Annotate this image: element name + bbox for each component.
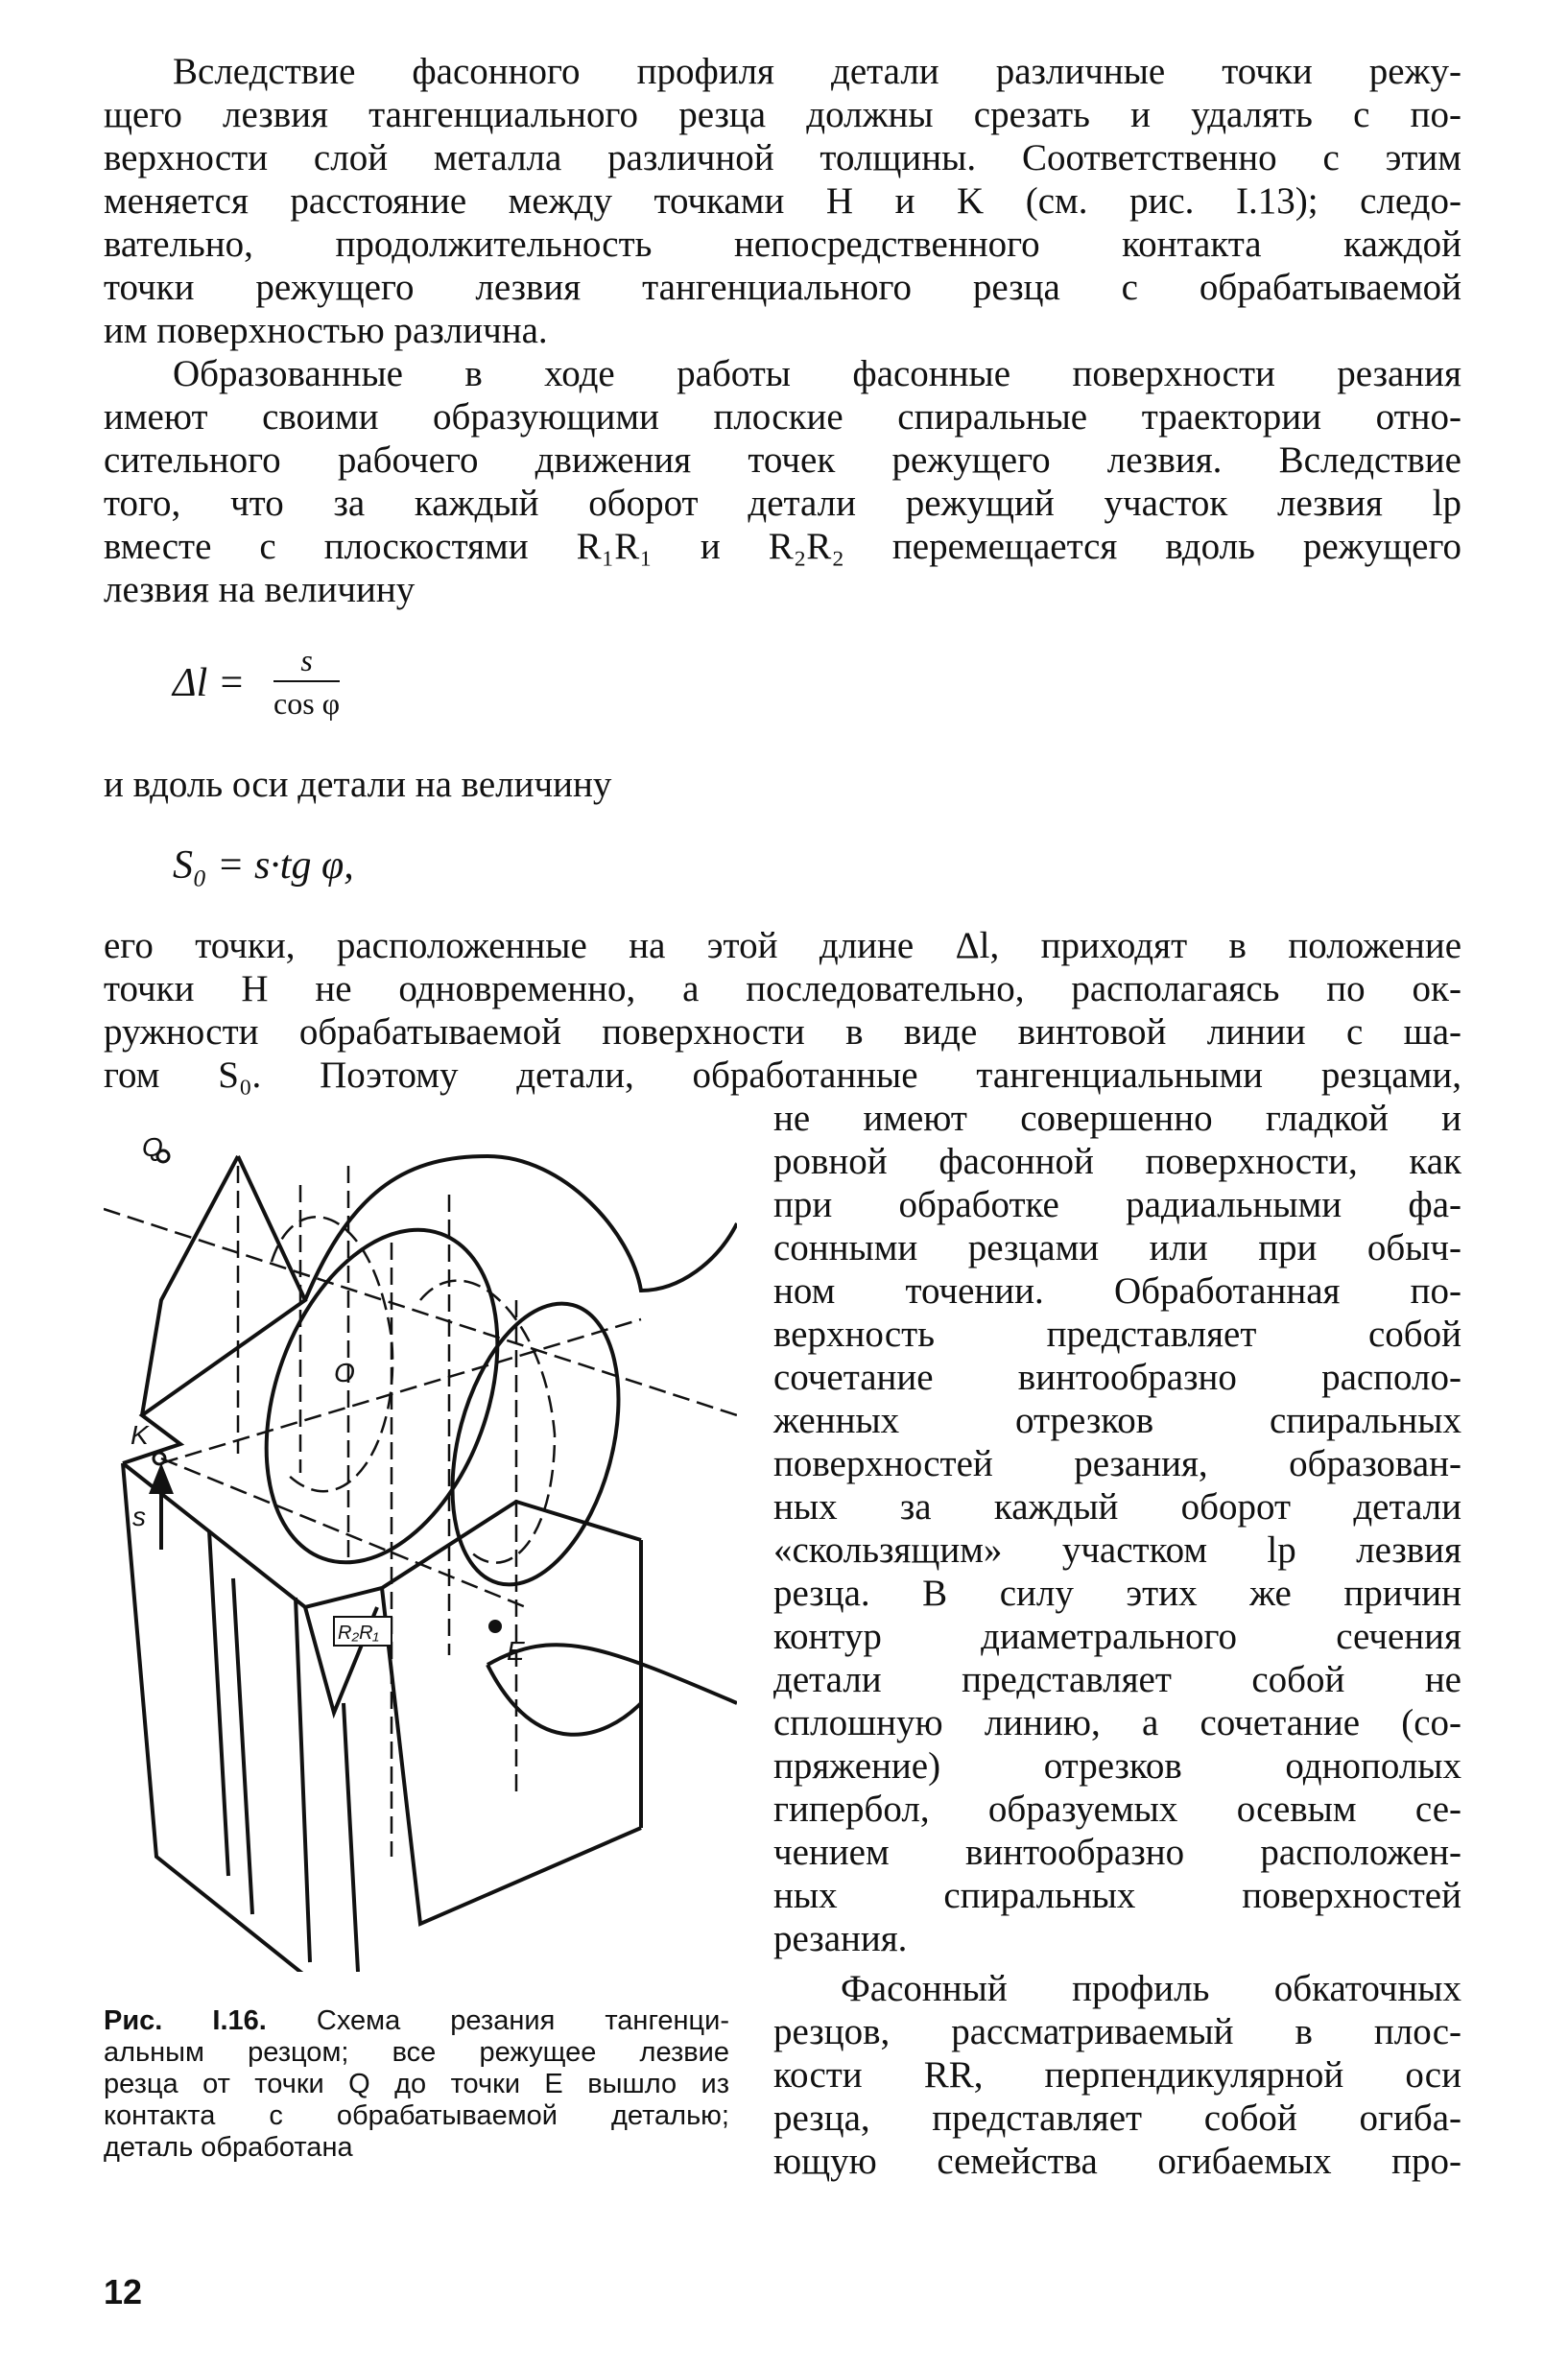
- dashed-ellipse-left: [272, 1217, 392, 1491]
- point-e: [488, 1620, 502, 1633]
- formula-delta-l-fraction: [273, 643, 340, 722]
- dashed-vertical-2: [449, 1195, 516, 1799]
- page-number: 12: [104, 2272, 143, 2311]
- text-line: гом S₀. Поэтому детали, обработанные тангенциальными резцами,: [104, 1055, 1461, 1096]
- caption-text: контакта с обрабатываемой деталью;: [104, 2100, 729, 2131]
- text-line: женных отрезков спиральных: [773, 1400, 1461, 1441]
- text-line: ных спиральных поверхностей: [773, 1875, 1461, 1916]
- paragraph-1: [104, 50, 1461, 352]
- label-k: K: [131, 1420, 149, 1450]
- figure-tangential-cutter-diagram: [104, 1127, 737, 1972]
- figure-caption: [104, 2005, 729, 2164]
- text-line: Фасонный профиль обкаточных: [841, 1968, 1461, 2009]
- right-column-paragraph-2: [773, 1967, 1461, 2183]
- text-line: резцов, рассматриваемый в плос-: [773, 2011, 1461, 2052]
- text-line: вместе с плоскостями R₁R₁ и R₂R₂ перемещается вдоль режущего: [104, 526, 1461, 567]
- text-line: верхность представляет собой: [773, 1314, 1461, 1355]
- fraction-denominator: cos φ: [273, 686, 341, 721]
- text-line: при обработке радиальными фа-: [773, 1184, 1461, 1225]
- text-line: резания.: [773, 1918, 908, 1959]
- caption-text: деталь обработана: [104, 2132, 353, 2163]
- dashed-axis-2: [161, 1319, 641, 1463]
- label-r2r1: R₂R₁: [338, 1623, 379, 1644]
- caption-text: резца от точки Q до точки E вышло из: [104, 2069, 729, 2099]
- label-o: O: [334, 1358, 355, 1387]
- text-line: «скользящим» участком lр лезвия: [773, 1529, 1461, 1571]
- text-line: не имеют совершенно гладкой и: [773, 1098, 1461, 1139]
- text-line: имеют своими образующими плоские спиральные траектории отно-: [104, 396, 1461, 438]
- text-line: сительного рабочего движения точек режущего лезвия. Вследствие: [104, 439, 1461, 481]
- cutter-left-edge: [142, 1156, 238, 1415]
- text-line: того, что за каждый оборот детали режущий участок лезвия lр: [104, 483, 1461, 524]
- text-line: пряжение) отрезков однополых: [773, 1745, 1461, 1787]
- text-line: сочетание винтообразно располо-: [773, 1357, 1461, 1398]
- label-s: s: [132, 1502, 146, 1531]
- text-line: сплошную линию, а сочетание (со-: [773, 1702, 1461, 1743]
- text-line: щего лезвия тангенциального резца должны срезать и удалять с по-: [104, 94, 1461, 135]
- workpiece-ellipse-right: [424, 1285, 647, 1602]
- text-line: меняется расстояние между точками H и K (см. рис. I.13); следо-: [104, 180, 1461, 222]
- text-line: точки H не одновременно, а последовательно, располагаясь по ок-: [104, 968, 1461, 1009]
- text-line: резца. В силу этих же причин: [773, 1573, 1461, 1614]
- cutter-inner-lines: [209, 1530, 358, 1972]
- text-line: его точки, расположенные на этой длине Δl, приходят в положение: [104, 925, 1461, 966]
- text-line: ных за каждый оборот детали: [773, 1486, 1461, 1528]
- feed-arrow-head: [152, 1468, 171, 1492]
- text-line: детали представляет собой не: [773, 1659, 1461, 1700]
- text-line: вательно, продолжительность непосредственного контакта каждой: [104, 224, 1461, 265]
- caption-text: Схема резания тангенци-: [266, 2005, 729, 2036]
- paragraph-4: [104, 924, 1461, 1097]
- text-line: верхности слой металла различной толщины. Соответственно с этим: [104, 137, 1461, 178]
- text-line: им поверхностью различна.: [104, 310, 548, 351]
- text-line: кости RR, перпендикулярной оси: [773, 2054, 1461, 2096]
- text-line: сонными резцами или при обыч-: [773, 1227, 1461, 1268]
- cutter-prism: [123, 1463, 641, 1607]
- workpiece-top: [305, 1156, 737, 1300]
- text-line: лезвия на величину: [104, 569, 416, 610]
- caption-line-1: [104, 2005, 729, 2037]
- caption-text: альным резцом; все режущее лезвие: [104, 2037, 729, 2068]
- text-line: гипербол, образуемых осевым се-: [773, 1789, 1461, 1830]
- text-line: ном точении. Обработанная по-: [773, 1270, 1461, 1312]
- text-line: Образованные в ходе работы фасонные поверхности резания: [173, 353, 1461, 394]
- caption-label: Рис. I.16.: [104, 2005, 267, 2036]
- fraction-numerator: s: [273, 643, 340, 682]
- text-line: ровной фасонной поверхности, как: [773, 1141, 1461, 1182]
- text-line: чением винтообразно расположен-: [773, 1832, 1461, 1873]
- text-line: ружности обрабатываемой поверхности в виде винтовой линии с ша-: [104, 1011, 1461, 1053]
- text-line: поверхностей резания, образован-: [773, 1443, 1461, 1484]
- formula-s0: S₀ = s·tg φ,: [173, 843, 354, 888]
- label-q: Q: [142, 1132, 163, 1162]
- text-line: и вдоль оси детали на величину: [104, 764, 612, 805]
- figure-outline: [123, 1156, 737, 1972]
- dashed-axis-1: [104, 1209, 737, 1415]
- label-e: E: [507, 1636, 525, 1666]
- text-line: контур диаметрального сечения: [773, 1616, 1461, 1657]
- text-line: резца, представляет собой огиба-: [773, 2097, 1461, 2139]
- right-column-text: [773, 1097, 1461, 1960]
- text-line: Вследствие фасонного профиля детали различные точки режу-: [173, 51, 1461, 92]
- text-line: точки режущего лезвия тангенциального резца с обрабатываемой: [104, 267, 1461, 308]
- workpiece-bottom: [487, 1645, 737, 1735]
- text-line: ющую семейства огибаемых про-: [773, 2141, 1461, 2182]
- paragraph-2: [104, 352, 1461, 611]
- paragraph-3: [104, 763, 1461, 806]
- figure-arrow: [152, 1468, 171, 1550]
- formula-delta-l-lhs: Δl =: [173, 661, 246, 705]
